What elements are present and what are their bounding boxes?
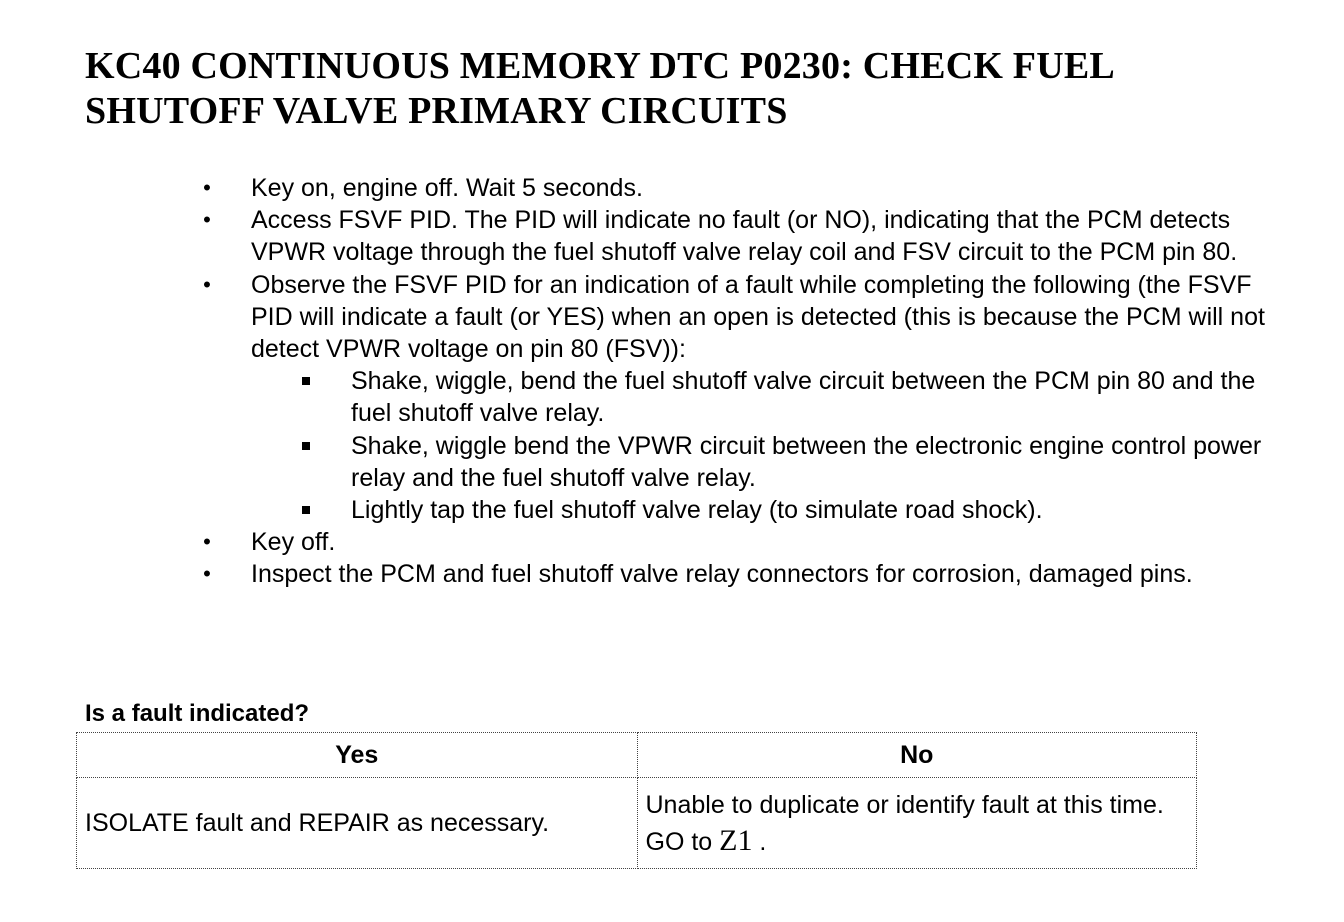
substep-text: Lightly tap the fuel shutoff valve relay (to simulate road shock).: [351, 496, 1043, 525]
yes-cell: ISOLATE fault and REPAIR as necessary.: [77, 778, 638, 869]
substep-item: [300, 365, 1300, 429]
step-item: [200, 526, 1300, 558]
no-cell-text: Unable to duplicate or identify fault at this time. GO to: [645, 790, 1164, 856]
substep-list: [251, 365, 1300, 526]
step-text: Key on, engine off. Wait 5 seconds.: [251, 174, 643, 202]
step-item: [200, 269, 1300, 527]
step-list: [200, 172, 1300, 591]
step-text: Access FSVF PID. The PID will indicate no fault (or NO), indicating that the PCM detects VPWR voltage through the fuel shutoff valve relay coil and FSV circuit to the PCM pin 80.: [251, 206, 1238, 267]
substep-text: Shake, wiggle, bend the fuel shutoff valve circuit between the PCM pin 80 and the fuel shutoff valve relay.: [351, 367, 1256, 428]
answer-table: [76, 732, 1197, 869]
substep-item: [300, 494, 1300, 526]
step-text: Observe the FSVF PID for an indication of a fault while completing the following (the FSVF PID will indicate a fault (or YES) when an open is detected (this is because the PCM will not detect VPWR voltage on pin 80 (FSV)):: [251, 270, 1265, 364]
square-bullet-icon: [302, 377, 310, 385]
step-item: [200, 558, 1300, 590]
no-cell: [637, 778, 1197, 869]
no-cell-suffix: .: [759, 827, 767, 856]
no-column-header: No: [637, 733, 1197, 778]
question-heading: Is a fault indicated?: [85, 700, 310, 727]
table-header-row: [77, 733, 1197, 778]
step-text: Inspect the PCM and fuel shutoff valve relay connectors for corrosion, damaged pins.: [251, 560, 1193, 589]
z1-link[interactable]: Z1: [719, 823, 753, 857]
bullet-icon: •: [203, 175, 211, 200]
bullet-icon: •: [203, 271, 211, 297]
page-title: KC40 CONTINUOUS MEMORY DTC P0230: CHECK FUEL SHUTOFF VALVE PRIMARY CIRCUITS: [85, 45, 1113, 132]
table-row: [77, 778, 1197, 869]
square-bullet-icon: [302, 506, 310, 514]
substep-item: [300, 430, 1300, 494]
bullet-icon: •: [203, 561, 211, 587]
step-item: [200, 172, 1300, 204]
bullet-icon: •: [203, 529, 211, 555]
step-item: [200, 204, 1300, 268]
substep-text: Shake, wiggle bend the VPWR circuit between the electronic engine control power relay and the fuel shutoff valve relay.: [351, 431, 1262, 492]
bullet-icon: •: [203, 207, 211, 233]
square-bullet-icon: [302, 442, 310, 450]
step-text: Key off.: [251, 528, 336, 557]
yes-column-header: Yes: [77, 733, 638, 778]
